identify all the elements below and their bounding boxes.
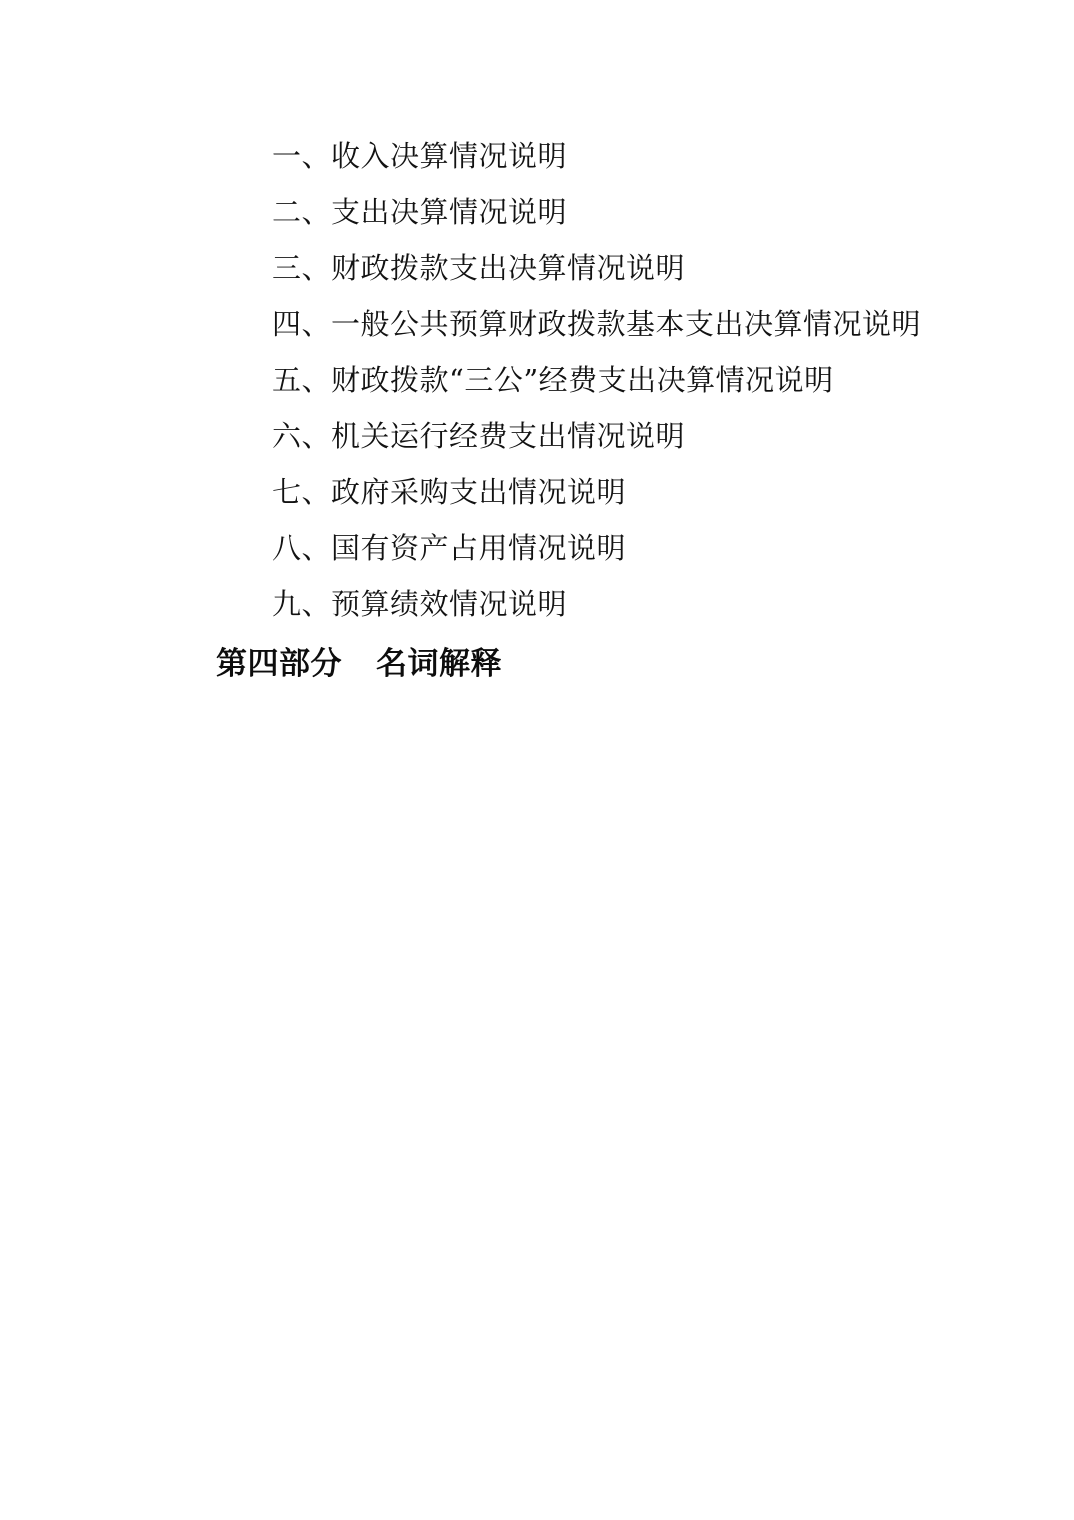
toc-item-separator: 、	[301, 419, 332, 453]
toc-item-separator: 、	[301, 251, 332, 285]
toc-item-label: 政府采购支出情况说明	[331, 475, 627, 509]
toc-item-number: 一	[272, 139, 302, 173]
toc-item-7[interactable]	[0, 464, 1074, 520]
toc-item-number: 三	[272, 251, 302, 285]
toc-item-label: 一般公共预算财政拨款基本支出决算情况说明	[331, 307, 922, 341]
toc-item-9[interactable]	[0, 576, 1074, 632]
toc-item-separator: 、	[301, 195, 332, 229]
toc-item-number: 六	[272, 419, 302, 453]
part-heading-four[interactable]	[0, 636, 1074, 692]
toc-item-6[interactable]	[0, 408, 1074, 464]
toc-item-label: 财政拨款“三公”经费支出决算情况说明	[331, 363, 834, 397]
part-heading-title: 名词解释	[376, 646, 502, 682]
toc-item-3[interactable]	[0, 240, 1074, 296]
toc-item-number: 九	[272, 587, 302, 621]
part-heading-part: 第四部分	[216, 646, 342, 682]
toc-item-number: 四	[272, 307, 302, 341]
toc-item-number: 五	[272, 363, 302, 397]
toc-item-separator: 、	[301, 307, 332, 341]
toc-item-number: 七	[272, 475, 302, 509]
toc-item-separator: 、	[301, 139, 332, 173]
toc-item-separator: 、	[301, 531, 332, 565]
toc-item-label: 收入决算情况说明	[331, 139, 568, 173]
toc-item-separator: 、	[301, 475, 332, 509]
toc-item-label: 支出决算情况说明	[331, 195, 568, 229]
toc-item-1[interactable]	[0, 128, 1074, 184]
toc-item-number: 八	[272, 531, 302, 565]
toc-item-label: 国有资产占用情况说明	[331, 531, 627, 565]
toc-item-label: 机关运行经费支出情况说明	[331, 419, 686, 453]
toc-item-4[interactable]	[0, 296, 1074, 352]
toc-item-8[interactable]	[0, 520, 1074, 576]
toc-item-label: 财政拨款支出决算情况说明	[331, 251, 686, 285]
toc-item-number: 二	[272, 195, 302, 229]
toc-item-label: 预算绩效情况说明	[331, 587, 568, 621]
toc-item-2[interactable]	[0, 184, 1074, 240]
toc-item-5[interactable]	[0, 352, 1074, 408]
toc-item-separator: 、	[301, 363, 332, 397]
table-of-contents	[0, 128, 1074, 692]
toc-item-separator: 、	[301, 587, 332, 621]
